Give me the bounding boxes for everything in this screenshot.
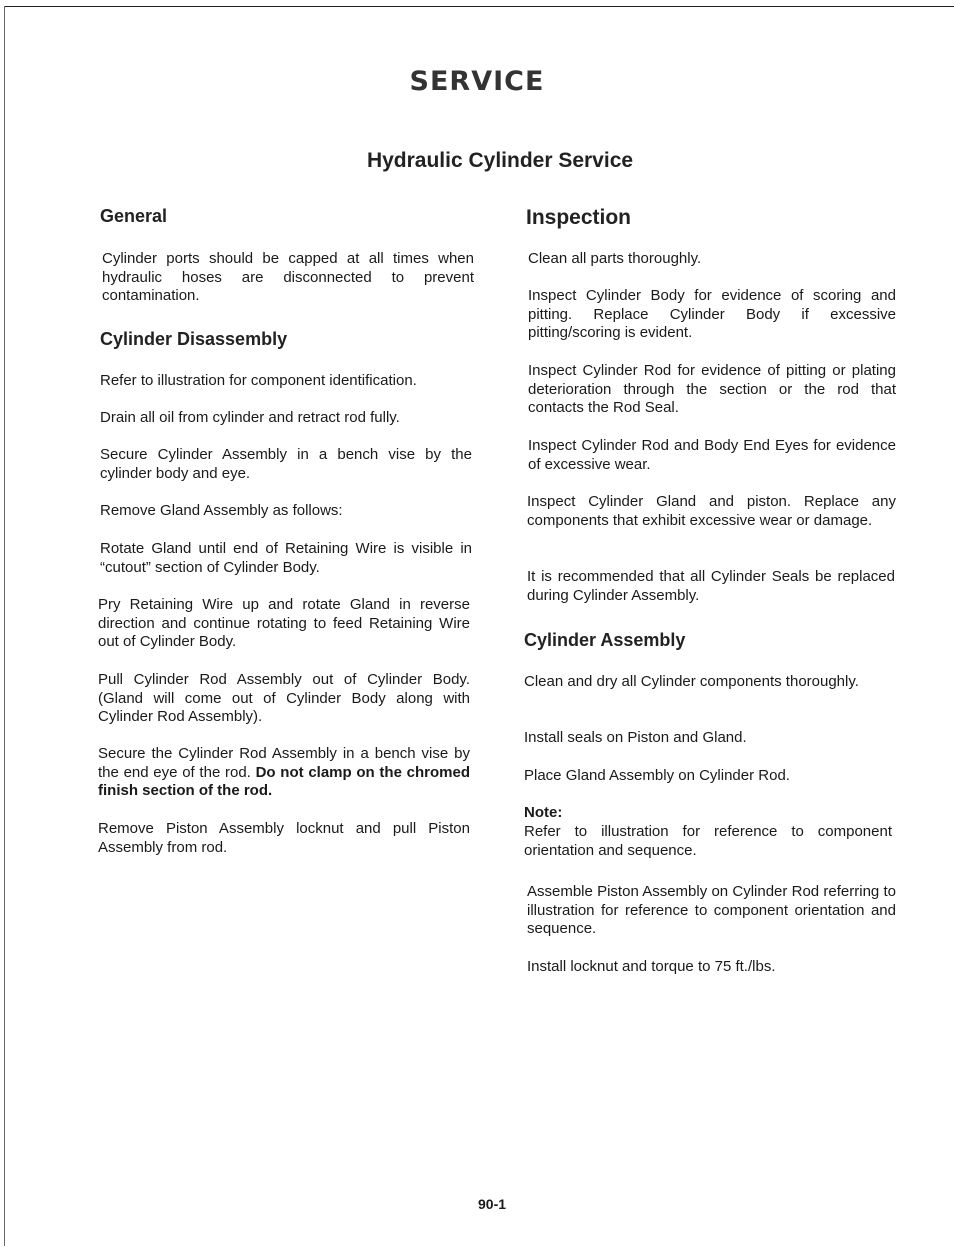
vise-step-warning: Do not clamp on the chromed finish section of the rod. — [98, 763, 470, 799]
disassembly-step: Drain all oil from cylinder and retract rod fully. — [100, 409, 400, 426]
assembly-heading: Cylinder Assembly — [524, 630, 686, 650]
top-border-rule — [4, 6, 954, 7]
inspection-item: Clean all parts thoroughly. — [528, 250, 702, 267]
disassembly-step-vise — [98, 745, 470, 801]
disassembly-step: Rotate Gland until end of Retaining Wire is visible in “cutout” section of Cylinder Body. — [100, 540, 472, 576]
assembly-step: Place Gland Assembly on Cylinder Rod. — [524, 767, 790, 784]
inspection-heading: Inspection — [526, 206, 632, 229]
inspection-item: Inspect Cylinder Gland and piston. Replace any components that exhibit excessive wear or damage. — [527, 493, 896, 529]
page-number: 90-1 — [478, 1196, 507, 1212]
inspection-item: Inspect Cylinder Rod and Body End Eyes for evidence of excessive wear. — [528, 437, 896, 473]
assembly-step: Clean and dry all Cylinder components thoroughly. — [524, 673, 859, 690]
disassembly-step: Remove Piston Assembly locknut and pull Piston Assembly from rod. — [98, 820, 470, 856]
disassembly-step: Refer to illustration for component identification. — [100, 372, 417, 389]
disassembly-step: Secure Cylinder Assembly in a bench vise by the cylinder body and eye. — [100, 446, 472, 482]
disassembly-heading: Cylinder Disassembly — [100, 329, 288, 349]
disassembly-step: Pull Cylinder Rod Assembly out of Cylinder Body. (Gland will come out of Cylinder Body along with Cylinder Rod Assembly). — [98, 671, 470, 725]
note-label: Note: — [524, 804, 563, 821]
note-text: Refer to illustration for reference to component orientation and sequence. — [524, 823, 892, 859]
inspection-item: It is recommended that all Cylinder Seals be replaced during Cylinder Assembly. — [527, 568, 895, 604]
disassembly-step: Pry Retaining Wire up and rotate Gland in reverse direction and continue rotating to feed Retaining Wire out of Cylinder Body. — [98, 596, 470, 650]
assembly-step: Install locknut and torque to 75 ft./lbs. — [527, 958, 776, 975]
assembly-step: Assemble Piston Assembly on Cylinder Rod referring to illustration for reference to component orientation and sequence. — [527, 883, 896, 937]
left-border-rule — [4, 6, 5, 1246]
section-header: SERVICE — [409, 66, 545, 97]
vise-step-text: Secure the Cylinder Rod Assembly in a bench vise by the end eye of the rod. — [98, 745, 470, 781]
assembly-step: Install seals on Piston and Gland. — [524, 729, 747, 746]
general-paragraph: Cylinder ports should be capped at all times when hydraulic hoses are disconnected to prevent contamination. — [102, 250, 474, 304]
document-title: Hydraulic Cylinder Service — [366, 149, 634, 172]
inspection-item: Inspect Cylinder Body for evidence of scoring and pitting. Replace Cylinder Body if excessive pitting/scoring is evident. — [528, 287, 896, 341]
general-heading: General — [100, 206, 168, 226]
inspection-item: Inspect Cylinder Rod for evidence of pitting or plating deterioration through the section or the rod that contacts the Rod Seal. — [528, 362, 896, 416]
disassembly-step: Remove Gland Assembly as follows: — [100, 502, 343, 519]
